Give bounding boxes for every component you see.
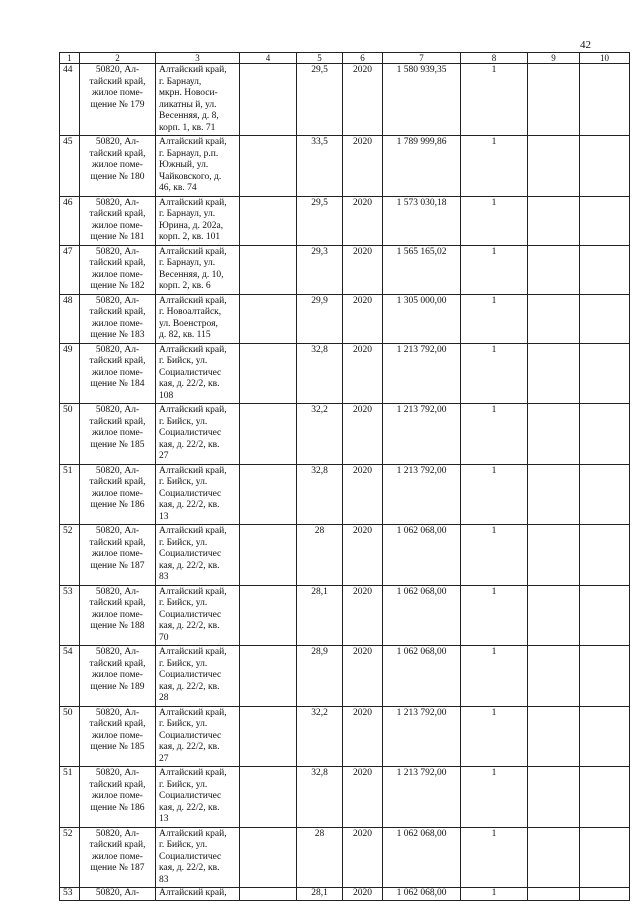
table-row bbox=[60, 136, 630, 197]
year-cell: 2020 bbox=[343, 525, 383, 586]
area-cell: 32,8 bbox=[297, 343, 343, 404]
column-9-cell bbox=[528, 706, 580, 767]
row-number-cell: 54 bbox=[60, 646, 80, 707]
address-cell: Алтайский край, г. Бийск, ул. Социалистичес кая, д. 22/2, кв. 13 bbox=[156, 767, 240, 828]
column-number-cell: 1 bbox=[60, 53, 80, 64]
object-code-cell: 50820, Ал- тайский край, жилое поме- щение № 187 bbox=[80, 827, 156, 888]
column-4-cell bbox=[240, 404, 297, 465]
table-row bbox=[60, 767, 630, 828]
year-cell: 2020 bbox=[343, 646, 383, 707]
year-cell: 2020 bbox=[343, 294, 383, 343]
year-cell: 2020 bbox=[343, 706, 383, 767]
table-row bbox=[60, 525, 630, 586]
row-number-cell: 52 bbox=[60, 827, 80, 888]
value-cell: 1 062 068,00 bbox=[383, 888, 461, 901]
address-cell: Алтайский край, г. Барнаул, ул. Юрина, д. 202а, корп. 2, кв. 101 bbox=[156, 196, 240, 245]
column-10-cell bbox=[580, 585, 630, 646]
value-cell: 1 213 792,00 bbox=[383, 404, 461, 465]
quantity-cell: 1 bbox=[461, 343, 528, 404]
row-number-cell: 49 bbox=[60, 343, 80, 404]
row-number-cell: 47 bbox=[60, 245, 80, 294]
area-cell: 28,1 bbox=[297, 888, 343, 901]
address-cell: Алтайский край, г. Бийск, ул. Социалистичес кая, д. 22/2, кв. 83 bbox=[156, 827, 240, 888]
table-row bbox=[60, 404, 630, 465]
object-code-cell: 50820, Ал- тайский край, жилое поме- щение № 185 bbox=[80, 404, 156, 465]
row-number-cell: 46 bbox=[60, 196, 80, 245]
value-cell: 1 565 165,02 bbox=[383, 245, 461, 294]
quantity-cell: 1 bbox=[461, 706, 528, 767]
row-number-cell: 48 bbox=[60, 294, 80, 343]
column-10-cell bbox=[580, 343, 630, 404]
table-row bbox=[60, 585, 630, 646]
column-9-cell bbox=[528, 464, 580, 525]
value-cell: 1 062 068,00 bbox=[383, 585, 461, 646]
column-10-cell bbox=[580, 706, 630, 767]
table-row bbox=[60, 294, 630, 343]
address-cell: Алтайский край, bbox=[156, 888, 240, 901]
address-cell: Алтайский край, г. Бийск, ул. Социалистичес кая, д. 22/2, кв. 83 bbox=[156, 525, 240, 586]
address-cell: Алтайский край, г. Бийск, ул. Социалистичес кая, д. 22/2, кв. 70 bbox=[156, 585, 240, 646]
object-code-cell: 50820, Ал- тайский край, жилое поме- щение № 182 bbox=[80, 245, 156, 294]
column-9-cell bbox=[528, 888, 580, 901]
column-number-cell: 2 bbox=[80, 53, 156, 64]
column-10-cell bbox=[580, 136, 630, 197]
column-4-cell bbox=[240, 245, 297, 294]
year-cell: 2020 bbox=[343, 64, 383, 136]
table-row bbox=[60, 196, 630, 245]
value-cell: 1 213 792,00 bbox=[383, 343, 461, 404]
column-9-cell bbox=[528, 294, 580, 343]
column-9-cell bbox=[528, 404, 580, 465]
column-9-cell bbox=[528, 196, 580, 245]
year-cell: 2020 bbox=[343, 888, 383, 901]
quantity-cell: 1 bbox=[461, 464, 528, 525]
address-cell: Алтайский край, г. Бийск, ул. Социалистичес кая, д. 22/2, кв. 28 bbox=[156, 646, 240, 707]
column-number-cell: 8 bbox=[461, 53, 528, 64]
column-4-cell bbox=[240, 136, 297, 197]
year-cell: 2020 bbox=[343, 245, 383, 294]
object-code-cell: 50820, Ал- тайский край, жилое поме- щение № 183 bbox=[80, 294, 156, 343]
area-cell: 29,3 bbox=[297, 245, 343, 294]
table-row bbox=[60, 827, 630, 888]
column-9-cell bbox=[528, 646, 580, 707]
column-number-cell: 3 bbox=[156, 53, 240, 64]
area-cell: 29,9 bbox=[297, 294, 343, 343]
quantity-cell: 1 bbox=[461, 827, 528, 888]
value-cell: 1 062 068,00 bbox=[383, 525, 461, 586]
quantity-cell: 1 bbox=[461, 196, 528, 245]
year-cell: 2020 bbox=[343, 404, 383, 465]
quantity-cell: 1 bbox=[461, 525, 528, 586]
column-number-cell: 5 bbox=[297, 53, 343, 64]
column-10-cell bbox=[580, 767, 630, 828]
area-cell: 29,5 bbox=[297, 196, 343, 245]
column-4-cell bbox=[240, 646, 297, 707]
object-code-cell: 50820, Ал- тайский край, жилое поме- щение № 186 bbox=[80, 767, 156, 828]
area-cell: 29,5 bbox=[297, 64, 343, 136]
column-number-cell: 6 bbox=[343, 53, 383, 64]
year-cell: 2020 bbox=[343, 464, 383, 525]
quantity-cell: 1 bbox=[461, 646, 528, 707]
column-9-cell bbox=[528, 525, 580, 586]
row-number-cell: 53 bbox=[60, 888, 80, 901]
column-9-cell bbox=[528, 767, 580, 828]
column-10-cell bbox=[580, 196, 630, 245]
row-number-cell: 51 bbox=[60, 464, 80, 525]
value-cell: 1 580 939,35 bbox=[383, 64, 461, 136]
quantity-cell: 1 bbox=[461, 404, 528, 465]
quantity-cell: 1 bbox=[461, 767, 528, 828]
area-cell: 28,9 bbox=[297, 646, 343, 707]
column-4-cell bbox=[240, 767, 297, 828]
year-cell: 2020 bbox=[343, 767, 383, 828]
column-4-cell bbox=[240, 585, 297, 646]
year-cell: 2020 bbox=[343, 136, 383, 197]
column-9-cell bbox=[528, 136, 580, 197]
column-4-cell bbox=[240, 294, 297, 343]
object-code-cell: 50820, Ал- тайский край, жилое поме- щение № 188 bbox=[80, 585, 156, 646]
column-4-cell bbox=[240, 464, 297, 525]
property-registry-table bbox=[59, 52, 630, 901]
quantity-cell: 1 bbox=[461, 245, 528, 294]
value-cell: 1 213 792,00 bbox=[383, 767, 461, 828]
column-10-cell bbox=[580, 827, 630, 888]
column-number-cell: 9 bbox=[528, 53, 580, 64]
value-cell: 1 213 792,00 bbox=[383, 464, 461, 525]
table-row bbox=[60, 646, 630, 707]
column-9-cell bbox=[528, 245, 580, 294]
column-10-cell bbox=[580, 245, 630, 294]
address-cell: Алтайский край, г. Бийск, ул. Социалистичес кая, д. 22/2, кв. 27 bbox=[156, 404, 240, 465]
address-cell: Алтайский край, г. Барнаул, р.п. Южный, ул. Чайковского, д. 46, кв. 74 bbox=[156, 136, 240, 197]
object-code-cell: 50820, Ал- тайский край, жилое поме- щение № 189 bbox=[80, 646, 156, 707]
column-10-cell bbox=[580, 525, 630, 586]
object-code-cell: 50820, Ал- bbox=[80, 888, 156, 901]
value-cell: 1 062 068,00 bbox=[383, 646, 461, 707]
column-9-cell bbox=[528, 585, 580, 646]
column-10-cell bbox=[580, 888, 630, 901]
object-code-cell: 50820, Ал- тайский край, жилое поме- щение № 187 bbox=[80, 525, 156, 586]
column-number-cell: 4 bbox=[240, 53, 297, 64]
object-code-cell: 50820, Ал- тайский край, жилое поме- щение № 185 bbox=[80, 706, 156, 767]
table-row bbox=[60, 245, 630, 294]
row-number-cell: 45 bbox=[60, 136, 80, 197]
year-cell: 2020 bbox=[343, 585, 383, 646]
address-cell: Алтайский край, г. Бийск, ул. Социалистичес кая, д. 22/2, кв. 13 bbox=[156, 464, 240, 525]
quantity-cell: 1 bbox=[461, 294, 528, 343]
table-row bbox=[60, 64, 630, 136]
value-cell: 1 573 030,18 bbox=[383, 196, 461, 245]
column-9-cell bbox=[528, 827, 580, 888]
column-10-cell bbox=[580, 64, 630, 136]
value-cell: 1 789 999,86 bbox=[383, 136, 461, 197]
row-number-cell: 53 bbox=[60, 585, 80, 646]
row-number-cell: 51 bbox=[60, 767, 80, 828]
registry-body bbox=[60, 53, 630, 901]
value-cell: 1 213 792,00 bbox=[383, 706, 461, 767]
value-cell: 1 305 000,00 bbox=[383, 294, 461, 343]
area-cell: 28 bbox=[297, 525, 343, 586]
quantity-cell: 1 bbox=[461, 585, 528, 646]
column-number-cell: 7 bbox=[383, 53, 461, 64]
year-cell: 2020 bbox=[343, 196, 383, 245]
column-10-cell bbox=[580, 404, 630, 465]
year-cell: 2020 bbox=[343, 827, 383, 888]
table-row bbox=[60, 343, 630, 404]
object-code-cell: 50820, Ал- тайский край, жилое поме- щение № 184 bbox=[80, 343, 156, 404]
area-cell: 32,2 bbox=[297, 404, 343, 465]
address-cell: Алтайский край, г. Барнаул, мкрн. Новоси- ликатны й, ул. Весенняя, д. 8, корп. 1, кв. 71 bbox=[156, 64, 240, 136]
area-cell: 32,8 bbox=[297, 464, 343, 525]
column-4-cell bbox=[240, 827, 297, 888]
row-number-cell: 52 bbox=[60, 525, 80, 586]
column-9-cell bbox=[528, 64, 580, 136]
column-number-row bbox=[60, 53, 630, 64]
column-4-cell bbox=[240, 343, 297, 404]
quantity-cell: 1 bbox=[461, 64, 528, 136]
object-code-cell: 50820, Ал- тайский край, жилое поме- щение № 186 bbox=[80, 464, 156, 525]
column-10-cell bbox=[580, 464, 630, 525]
area-cell: 32,2 bbox=[297, 706, 343, 767]
address-cell: Алтайский край, г. Барнаул, ул. Весенняя, д. 10, корп. 2, кв. 6 bbox=[156, 245, 240, 294]
column-4-cell bbox=[240, 888, 297, 901]
area-cell: 28 bbox=[297, 827, 343, 888]
column-4-cell bbox=[240, 525, 297, 586]
column-10-cell bbox=[580, 294, 630, 343]
address-cell: Алтайский край, г. Новоалтайск, ул. Военстроя, д. 82, кв. 115 bbox=[156, 294, 240, 343]
address-cell: Алтайский край, г. Бийск, ул. Социалистичес кая, д. 22/2, кв. 27 bbox=[156, 706, 240, 767]
row-number-cell: 50 bbox=[60, 404, 80, 465]
year-cell: 2020 bbox=[343, 343, 383, 404]
object-code-cell: 50820, Ал- тайский край, жилое поме- щение № 181 bbox=[80, 196, 156, 245]
area-cell: 32,8 bbox=[297, 767, 343, 828]
value-cell: 1 062 068,00 bbox=[383, 827, 461, 888]
table-row bbox=[60, 706, 630, 767]
column-4-cell bbox=[240, 64, 297, 136]
area-cell: 33,5 bbox=[297, 136, 343, 197]
object-code-cell: 50820, Ал- тайский край, жилое поме- щение № 179 bbox=[80, 64, 156, 136]
table-row bbox=[60, 888, 630, 901]
address-cell: Алтайский край, г. Бийск, ул. Социалистичес кая, д. 22/2, кв. 108 bbox=[156, 343, 240, 404]
column-number-cell: 10 bbox=[580, 53, 630, 64]
row-number-cell: 50 bbox=[60, 706, 80, 767]
object-code-cell: 50820, Ал- тайский край, жилое поме- щение № 180 bbox=[80, 136, 156, 197]
area-cell: 28,1 bbox=[297, 585, 343, 646]
page-number: 42 bbox=[580, 39, 591, 51]
column-9-cell bbox=[528, 343, 580, 404]
column-10-cell bbox=[580, 646, 630, 707]
table-row bbox=[60, 464, 630, 525]
column-4-cell bbox=[240, 706, 297, 767]
column-4-cell bbox=[240, 196, 297, 245]
quantity-cell: 1 bbox=[461, 136, 528, 197]
quantity-cell: 1 bbox=[461, 888, 528, 901]
row-number-cell: 44 bbox=[60, 64, 80, 136]
